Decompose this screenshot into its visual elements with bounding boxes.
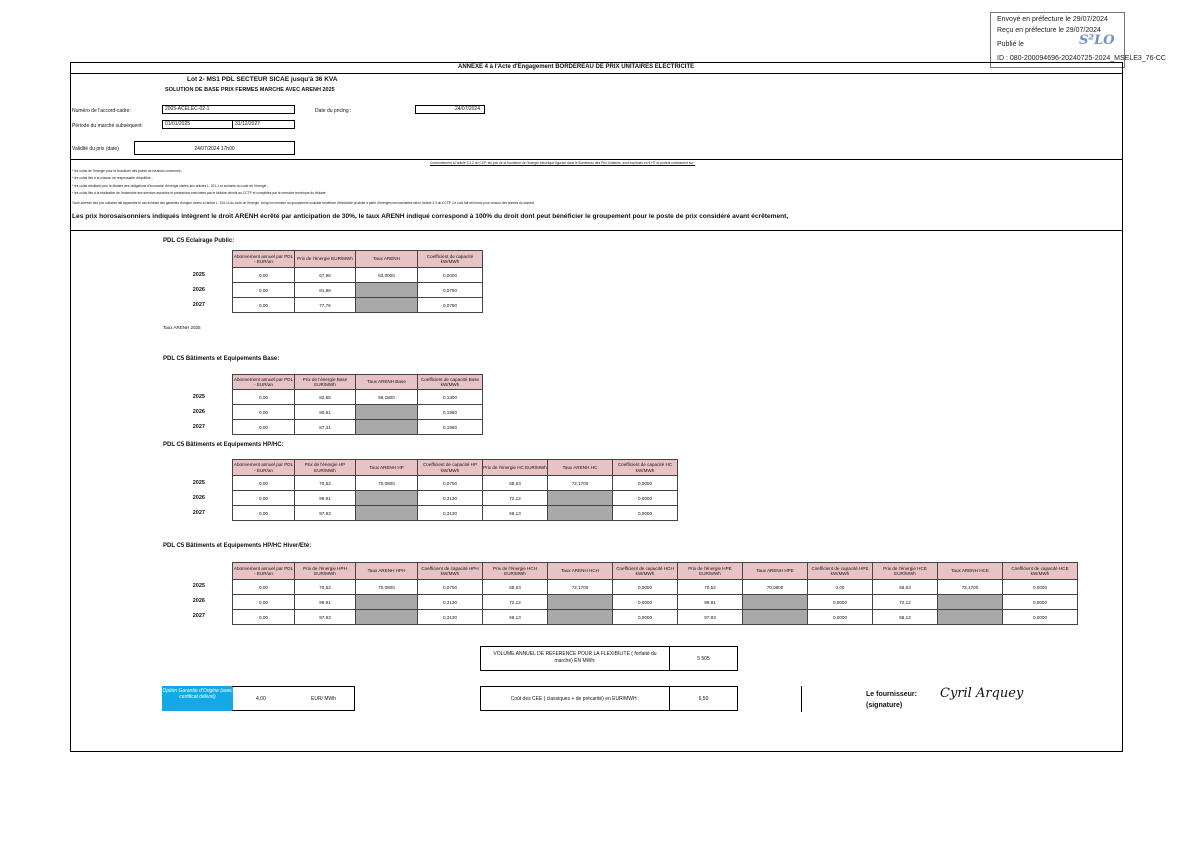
prefecture-stamp: [990, 12, 1166, 68]
pricing-value: 24/07/2024: [415, 105, 485, 114]
greyed-cell: [938, 610, 1003, 625]
header-cell: Taux ARENH HPE: [743, 563, 808, 580]
cee-label: Coût des CEE ( classiques + de précarité) en EUR/MWH :: [480, 686, 670, 711]
header-cell: Coefficient de capacité HC kW/MWh: [613, 460, 678, 476]
table-eclairage: [232, 250, 483, 313]
section-hphc-saison-title: PDL C5 Bâtiments et Equipements HP/HC Hiver/Eté:: [163, 543, 312, 549]
year-label: 2027: [192, 302, 205, 308]
header-cell: Prix de l'énergie HP EUR/MWh: [295, 460, 356, 476]
header-cell: Abonnement annuel par PDL - EUR/an: [233, 460, 295, 476]
note-1: * les coûts de l'énergie pour la fourniture des points de livraison concernés;: [72, 169, 182, 173]
stamp-published: Publié le: [997, 41, 1024, 48]
s2lo-logo: S²LO: [1079, 33, 1115, 48]
option-guarantee-label: Option Garantie d'Origine (avec certificat délivré): [162, 686, 233, 711]
header-cell: Prix de l'énergie Base EUR/MWh: [295, 375, 356, 390]
table-cell: 0,0000: [418, 268, 483, 283]
header-cell: Taux ARENH HC: [548, 460, 613, 476]
year-label: 2026: [192, 495, 205, 501]
table-cell: 0,00: [233, 580, 295, 595]
stamp-sent: Envoyé en préfecture le 29/07/2024: [997, 16, 1108, 23]
table-cell: 0,0000: [808, 595, 873, 610]
table-cell: 0,00: [233, 610, 295, 625]
table-cell: 0,0000: [613, 476, 678, 491]
table-cell: 82,65: [295, 390, 356, 405]
header-cell: Coefficient de capacité kW/MWh: [418, 251, 483, 268]
table-cell: 68,13: [483, 506, 548, 521]
greyed-cell: [548, 595, 613, 610]
table-cell: 72,1700: [548, 476, 613, 491]
header-cell: Coefficient de capacité HCH kW/MWh: [613, 563, 678, 580]
table-cell: 0,00: [233, 283, 295, 298]
period-label: Période du marché subséquent:: [72, 123, 143, 129]
greyed-cell: [938, 595, 1003, 610]
table-cell: 0,0000: [613, 580, 678, 595]
stamp-id: ID : 080-200094696-20240725-2024_MSELE3_76-CC: [997, 55, 1166, 62]
notes-divider: [70, 159, 1123, 160]
table-cell: 70,0800: [743, 580, 808, 595]
header-cell: Coefficient de capacité HCE kW/MWh: [1003, 563, 1078, 580]
table-cell: 70,0800: [356, 580, 418, 595]
year-label: 2027: [192, 510, 205, 516]
table-cell: 56,1800: [356, 390, 418, 405]
table-hphc-saison: [232, 562, 1078, 625]
table-cell: 0,1300: [418, 390, 483, 405]
year-label: 2025: [192, 272, 205, 278]
table-cell: 0,1960: [418, 405, 483, 420]
section-eclairage-title: PDL C5 Eclairage Public:: [163, 238, 235, 244]
table-cell: 0,00: [233, 298, 295, 313]
header-cell: Abonnement annuel par PDL - EUR/an: [233, 251, 295, 268]
note-3: * les coûts résultant pour le titulaire des obligations d'économie d'énergie visées aux articles L. 221-1 et suivants du code de l'énergie ;: [72, 184, 269, 188]
table-cell: 72,1700: [548, 580, 613, 595]
lot-title: Lot 2- MS1 PDL SECTEUR SICAE jusqu'à 36 KVA: [187, 76, 338, 83]
pricing-label: Date du pricing :: [315, 108, 352, 114]
table-cell: 0,0000: [1003, 595, 1078, 610]
header-divider: [70, 73, 1123, 74]
table-cell: 0,00: [233, 491, 295, 506]
table-cell: 68,63: [483, 580, 548, 595]
note-5: Toute adresse des prix unitaires fait apparaître le cas échéant des garanties d'origine visées à l'article L. 314-14 du code de l'énergie, lorsqu'un membre du groupement souhaite bénéficier d'électricité produite à partir d'énergies renouvelables selon l'article 3.3 du CCTP. Ce coût fait est forme pour chacun des années du marché: [72, 201, 535, 205]
table-cell: 72,12: [873, 595, 938, 610]
header-cell: Prix de l'énergie HC EUR/MWh: [483, 460, 548, 476]
table-cell: 0,00: [808, 580, 873, 595]
greyed-cell: [356, 595, 418, 610]
greyed-cell: [356, 298, 418, 313]
table-cell: 68,63: [483, 476, 548, 491]
period-start: 01/01/2025: [162, 120, 233, 129]
table-cell: 99,91: [295, 595, 356, 610]
year-label: 2025: [192, 480, 205, 486]
greyed-cell: [356, 405, 418, 420]
table-cell: 0,3130: [418, 491, 483, 506]
accord-value: 2005-ACELEC-02-1: [162, 105, 295, 114]
option-value: 4,00: [256, 696, 266, 702]
option-unit: EUR/ MWh: [311, 696, 336, 702]
accord-label: Numéro de l'accord-cadre:: [72, 108, 131, 114]
header-cell: Prix de l'énergie HPH EUR/MWh: [295, 563, 356, 580]
validity-label: Validité du prix (date): [72, 146, 119, 152]
header-cell: Coefficient de capacité HPH kW/MWh: [418, 563, 483, 580]
greyed-cell: [548, 491, 613, 506]
header-cell: Coefficient de capacité Base kW/MWh: [418, 375, 483, 390]
header-cell: Prix de l'énergie HCH EUR/MWh: [483, 563, 548, 580]
table-cell: 0,0000: [613, 506, 678, 521]
handwritten-signature: Cyril Arquey: [940, 686, 1024, 701]
notes-intro: Conformément à l'article 3.3.2 du CCP, les prix de la fourniture de l'énergie électrique figurant dans le Bordereau des Prix Unitaires, sont exprimés en € HT et portent notamment sur :: [430, 161, 696, 165]
table-cell: 0,0000: [808, 610, 873, 625]
stamp-received: Reçu en préfecture le 29/07/2024: [997, 27, 1101, 34]
table-cell: 0,0790: [418, 283, 483, 298]
table-cell: 97,93: [678, 610, 743, 625]
table-cell: 99,91: [678, 595, 743, 610]
header-cell: Prix de l'énergie HPE EUR/MWh: [678, 563, 743, 580]
table-cell: 99,91: [295, 491, 356, 506]
greyed-cell: [356, 283, 418, 298]
table-cell: 68,63: [873, 580, 938, 595]
table-cell: 70,0800: [356, 476, 418, 491]
year-label: 2026: [192, 598, 205, 604]
table-cell: 0,00: [233, 420, 295, 435]
table-cell: 68,13: [873, 610, 938, 625]
header-cell: Taux ARENH HPH: [356, 563, 418, 580]
table-cell: 67,96: [295, 268, 356, 283]
table-cell: 72,12: [483, 595, 548, 610]
header-cell: Abonnement annuel par PDL - EUR/an: [233, 375, 295, 390]
table-cell: 0,00: [233, 476, 295, 491]
table-cell: 0,0790: [418, 298, 483, 313]
table-cell: 0,00: [233, 405, 295, 420]
table-cell: 72,12: [483, 491, 548, 506]
validity-value: 24/07/2024 17h00: [134, 141, 295, 155]
year-label: 2026: [192, 409, 205, 415]
table-cell: 72,1700: [938, 580, 1003, 595]
section-hphc-title: PDL C5 Bâtiments et Equipements HP/HC:: [163, 442, 284, 448]
table-cell: 77,76: [295, 298, 356, 313]
greyed-cell: [356, 506, 418, 521]
greyed-cell: [743, 610, 808, 625]
option-value-box: [232, 686, 355, 711]
arenh-note: Taux ARENH 2025: [163, 325, 201, 330]
year-label: 2025: [192, 583, 205, 589]
table-cell: 0,0000: [613, 491, 678, 506]
header-cell: Abonnement annuel par PDL - EUR/an: [233, 563, 295, 580]
volume-value: 5 505: [669, 646, 738, 671]
header-cell: Taux ARENH Base: [356, 375, 418, 390]
table-cell: 83,0000: [356, 268, 418, 283]
table-cell: 0,00: [233, 268, 295, 283]
header-cell: Taux ARENH HCE: [938, 563, 1003, 580]
greyed-cell: [356, 420, 418, 435]
supplier-label: Le fournisseur: (signature): [866, 691, 917, 709]
annex-title: ANNEXE 4 à l'Acte d'Engagement BORDEREAU DE PRIX UNITAIRES ELECTRICITE: [458, 64, 695, 70]
table-cell: 0,0000: [1003, 580, 1078, 595]
table-cell: 97,93: [295, 610, 356, 625]
year-label: 2027: [192, 613, 205, 619]
table-cell: 0,00: [233, 390, 295, 405]
header-cell: Prix de l'énergie HCE EUR/MWh: [873, 563, 938, 580]
greyed-cell: [356, 491, 418, 506]
table-cell: 0,0000: [613, 610, 678, 625]
note-2: * les coûts liés à la mission de responsable d'équilibre ;: [72, 176, 153, 180]
table-cell: 70,52: [678, 580, 743, 595]
table-cell: 70,52: [295, 476, 356, 491]
table-cell: 90,61: [295, 405, 356, 420]
table-cell: 0,0000: [1003, 610, 1078, 625]
volume-label: VOLUME ANNUEL DE REFERENCE POUR LA FLEXIBILITE ( forfaité du marché) EN MWh:: [480, 646, 670, 671]
section-divider: [70, 230, 1123, 231]
year-label: 2027: [192, 424, 205, 430]
table-cell: 0,0700: [418, 580, 483, 595]
greyed-cell: [548, 506, 613, 521]
greyed-cell: [356, 610, 418, 625]
table-cell: 0,0700: [418, 476, 483, 491]
greyed-cell: [743, 595, 808, 610]
table-base: [232, 374, 483, 435]
year-label: 2025: [192, 394, 205, 400]
table-cell: 0,00: [233, 506, 295, 521]
table-cell: 68,13: [483, 610, 548, 625]
table-cell: 97,93: [295, 506, 356, 521]
header-cell: Taux ARENH HP: [356, 460, 418, 476]
section-base-title: PDL C5 Bâtiments et Equipements Base:: [163, 356, 280, 362]
table-cell: 70,52: [295, 580, 356, 595]
year-label: 2026: [192, 287, 205, 293]
arenh-statement: Les prix horosaisonniers indiqués intègrent le droit ARENH écrêté par anticipation de 30%, le taux ARENH indiqué correspond à 100% du droit dont peut bénéficier le groupement pour le poste de prix considéré avant écrêtement,: [72, 213, 789, 220]
cee-value: 6,50: [669, 686, 738, 711]
period-end: 31/12/2027: [232, 120, 295, 129]
header-cell: Taux ARENH: [356, 251, 418, 268]
table-cell: 87,41: [295, 420, 356, 435]
header-cell: Coefficient de capacité HP kW/MWh: [418, 460, 483, 476]
header-cell: Coefficient de capacité HPE kW/MWh: [808, 563, 873, 580]
table-cell: 0,3130: [418, 506, 483, 521]
header-cell: Prix de l'énergie EUR/MWh: [295, 251, 356, 268]
table-cell: 0,1960: [418, 420, 483, 435]
table-cell: 0,0000: [613, 595, 678, 610]
signature-divider: [801, 686, 802, 712]
table-cell: 0,00: [233, 595, 295, 610]
greyed-cell: [548, 610, 613, 625]
table-cell: 0,3130: [418, 610, 483, 625]
note-4: * les coûts liés à la réalisation de l'ensemble des services associés et prestations exécutées par le titulaire décrits au CCTP et complétés par le mémoire technique du titulaire: [72, 191, 326, 195]
header-cell: Taux ARENH HCH: [548, 563, 613, 580]
table-cell: 81,96: [295, 283, 356, 298]
table-cell: 0,3130: [418, 595, 483, 610]
table-hphc: [232, 459, 678, 521]
solution-title: SOLUTION DE BASE PRIX FERMES MARCHE AVEC ARENH 2025: [165, 87, 335, 93]
